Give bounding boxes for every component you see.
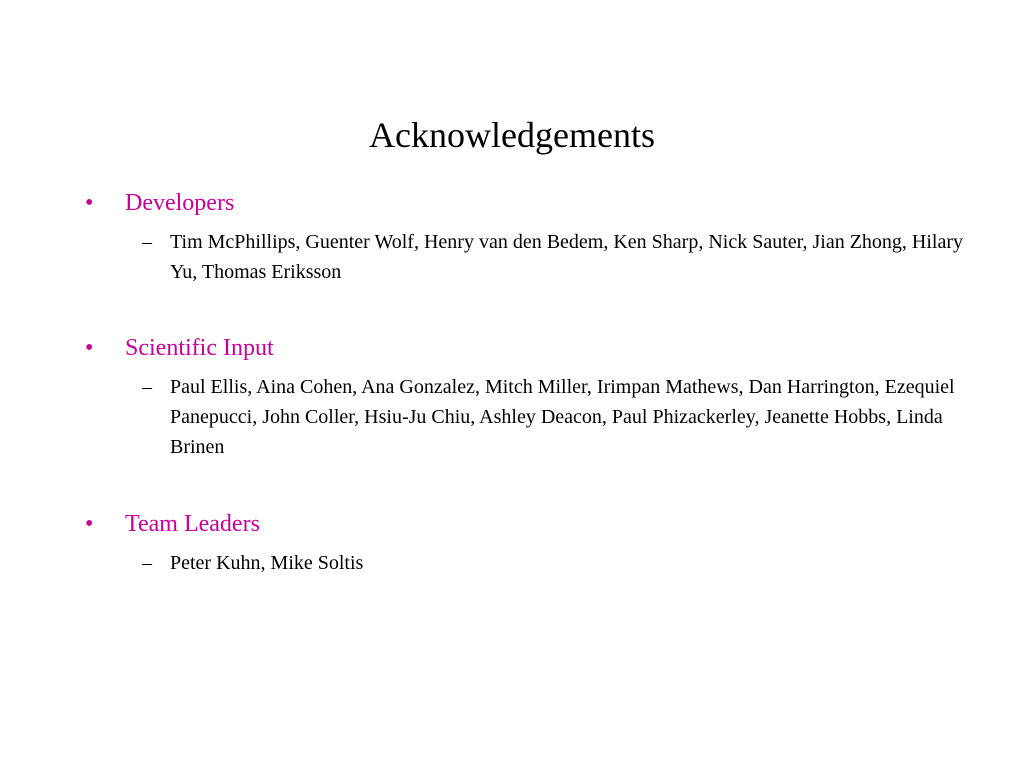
dash-icon: –	[142, 231, 152, 253]
section-developers	[85, 187, 985, 287]
section-scientific-input	[85, 332, 985, 462]
bullet-item	[85, 332, 985, 364]
section-team-leaders	[85, 508, 985, 578]
sub-item	[85, 372, 985, 462]
slide-title: Acknowledgements	[369, 115, 655, 155]
bullet-icon: •	[85, 335, 94, 361]
names-text: Paul Ellis, Aina Cohen, Ana Gonzalez, Mitch Miller, Irimpan Mathews, Dan Harrington, Ezequiel Panepucci, John Coller, Hsiu-Ju Chiu, Ashley Deacon, Paul Phizackerley, Jeanette Hobbs, Linda Brinen	[170, 376, 955, 458]
dash-icon: –	[142, 552, 152, 574]
sub-item	[85, 227, 985, 287]
section-heading: Developers	[125, 190, 235, 216]
dash-icon: –	[142, 376, 152, 398]
bullet-icon: •	[85, 511, 94, 537]
bullet-icon: •	[85, 190, 94, 216]
names-text: Peter Kuhn, Mike Soltis	[170, 552, 364, 574]
section-heading: Team Leaders	[125, 511, 260, 537]
bullet-item	[85, 508, 985, 540]
section-heading: Scientific Input	[125, 335, 274, 361]
sub-item	[85, 548, 985, 578]
bullet-item	[85, 187, 985, 219]
names-text: Tim McPhillips, Guenter Wolf, Henry van den Bedem, Ken Sharp, Nick Sauter, Jian Zhong, Hilary Yu, Thomas Eriksson	[170, 231, 964, 283]
